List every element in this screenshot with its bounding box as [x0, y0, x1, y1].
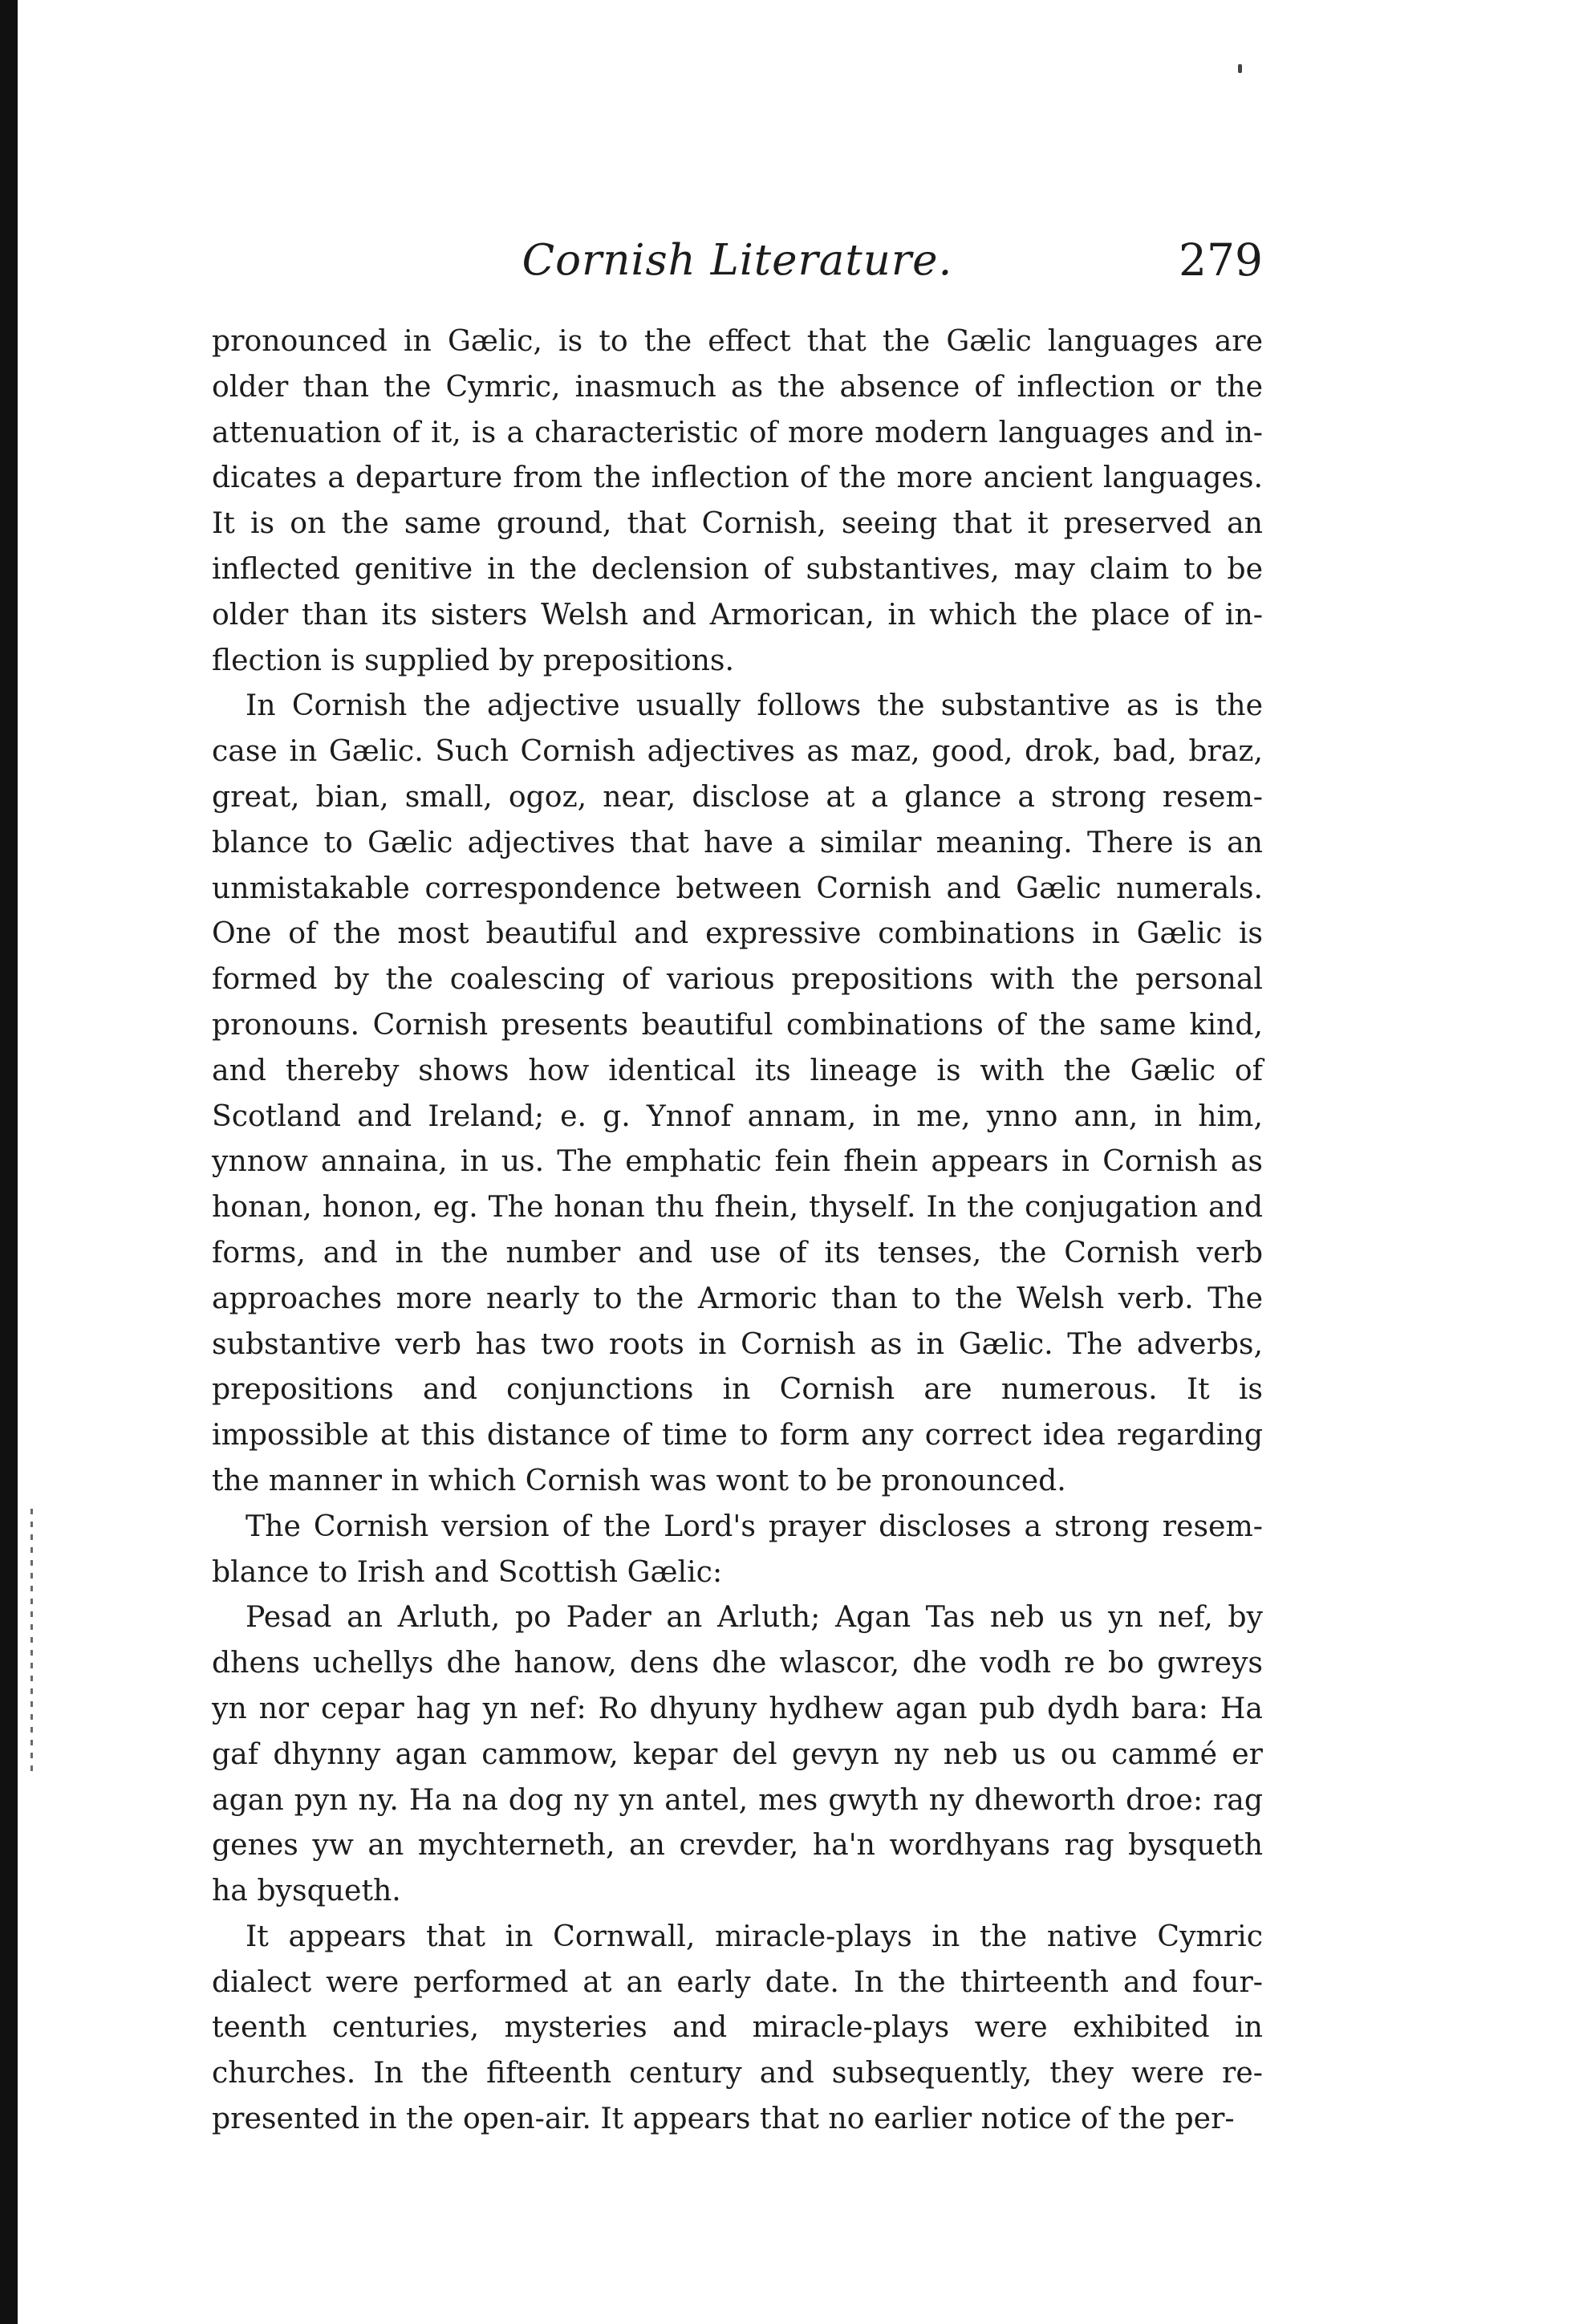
paragraph-inflection: pronounced in Gælic, is to the effect that the Gælic languages are older than the Cymric, inasmuch as the absence of inflection or the attenuation of it, is a characteristic of more modern languages and indicates a departure from the inflection of the more ancient languages. It is on the same ground, that Cornish, seeing that it preserved an inflected genitive in the declension of substantives, may claim to be older than its sisters Welsh and Armorican, in which the place of inflection is supplied by prepositions.: [212, 323, 1263, 677]
page-number: 279: [1179, 234, 1263, 286]
page-header: [212, 226, 1263, 290]
body-text: [212, 319, 1263, 2142]
paragraph-lords-prayer-intro: The Cornish version of the Lord's prayer discloses a strong resemblance to Irish and Scottish Gælic:: [212, 1508, 1263, 1589]
binding-margin-marks: [30, 1509, 33, 1773]
paragraph-lords-prayer-text: Pesad an Arluth, po Pader an Arluth; Agan Tas neb us yn nef, by dhens uchellys dhe hanow, dens dhe wlascor, dhe vodh re bo gwreys yn nor cepar hag yn nef: Ro dhyuny hydhew agan pub dydh bara: Ha gaf dhynny agan cammow, kepar del gevyn ny neb us ou cammé er agan pyn ny. Ha na dog ny yn antel, mes gwyth ny dheworth droe: rag genes yw an mychterneth, an crevder, ha'n wordhyans rag bysqueth ha bysqueth.: [212, 1599, 1263, 1908]
paragraph-adjectives: In Cornish the adjective usually follows the substantive as is the case in Gælic. Such Cornish adjectives as maz, good, drok, bad, braz, great, bian, small, ogoz, near, disclose at a glance a strong resemblance to Gælic adjectives that have a similar meaning. There is an unmistakable correspondence between Cornish and Gælic numerals. One of the most beautiful and expressive combinations in Gælic is formed by the coalescing of various prepositions with the personal pronouns. Cornish presents beautiful combinations of the same kind, and thereby shows how identical its lineage is with the Gælic of Scotland and Ireland; e. g. Ynnof annam, in me, ynno ann, in him, ynnow annaina, in us. The emphatic fein fhein appears in Cornish as honan, honon, eg. The honan thu fhein, thyself. In the conjugation and forms, and in the number and use of its tenses, the Cornish verb approaches more nearly to the Armoric than to the Welsh verb. The substantive verb has two roots in Cornish as in Gælic. The adverbs, prepositions and conjunctions in Cornish are numerous. It is impossible at this distance of time to form any correct idea regarding the manner in which Cornish was wont to be pronounced.: [212, 688, 1263, 1497]
paragraph-miracle-plays: It appears that in Cornwall, miracle-plays in the native Cymric dialect were performed at an early date. In the thirteenth and fourteenth centuries, mysteries and miracle-plays were exhibited in churches. In the fifteenth century and subsequently, they were represented in the open-air. It appears that no earlier notice of the per-: [212, 1918, 1263, 2136]
running-title: Cornish Literature.: [522, 236, 953, 285]
binding-edge: [0, 0, 18, 2324]
ink-speck: [1238, 64, 1242, 73]
